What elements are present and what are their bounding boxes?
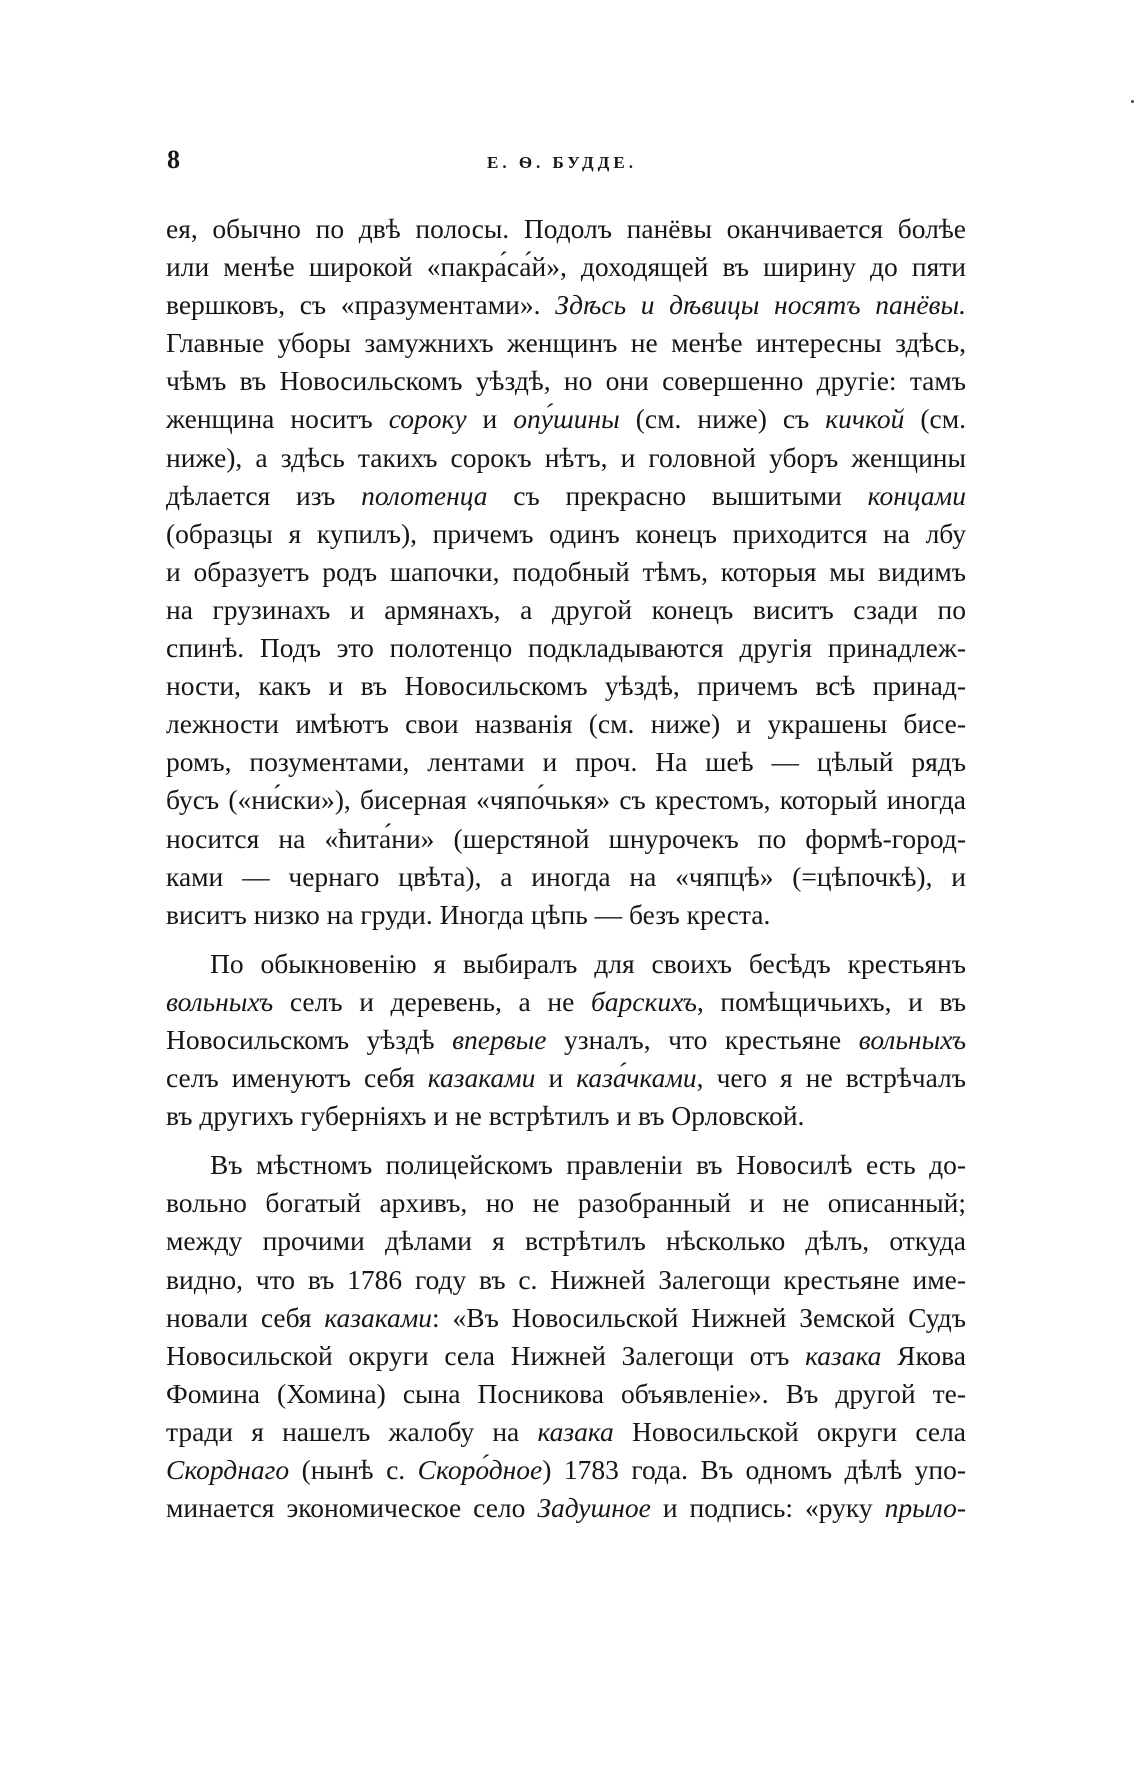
text-line: ности, какъ и въ Новосильскомъ уѣздѣ, причемъ всѣ принад-	[166, 670, 966, 702]
text-line: чѣмъ въ Новосильскомъ уѣздѣ, но они совершенно другіе: тамъ	[166, 365, 966, 397]
text-line: лежности имѣютъ свои названія (см. ниже) и украшены бисе-	[166, 708, 966, 740]
paragraph-gap	[166, 934, 966, 945]
text-line: По обыкновенію я выбиралъ для своихъ бесѣдъ крестьянъ	[210, 947, 966, 979]
scan-speck	[1131, 100, 1134, 103]
text-line: ромъ, позументами, лентами и проч. На шеѣ — цѣлый рядъ	[166, 746, 966, 778]
text-line: въ другихъ губерніяхъ и не встрѣтилъ и въ Орловской.	[166, 1100, 805, 1132]
text-line: (образцы я купилъ), причемъ одинъ конецъ приходится на лбу	[166, 517, 966, 549]
text-line: Новосильской округи села Нижней Залегощи отъ казака Якова	[166, 1339, 966, 1371]
text-line: селъ именуютъ себя казаками и каза́чками, чего я не встрѣчалъ	[166, 1062, 966, 1094]
paragraph-gap	[166, 1135, 966, 1146]
text-line: Въ мѣстномъ полицейскомъ правленіи въ Новосилѣ есть до-	[210, 1149, 966, 1181]
text-line: дѣлается изъ полотенца съ прекрасно вышитыми концами	[166, 479, 966, 511]
text-line: вершковъ, съ «празументами». Здѣсь и дѣвицы носятъ панёвы.	[166, 289, 966, 321]
paragraph	[166, 210, 966, 934]
text-line: спинѣ. Подъ это полотенцо подкладываются другія принадлеж-	[166, 632, 966, 664]
paragraph	[166, 945, 966, 1135]
text-line: женщина носитъ сороку и опу́шины (см. ниже) съ кичкой (см.	[166, 403, 966, 435]
text-line: видно, что въ 1786 году въ с. Нижней Залегощи крестьяне име-	[166, 1263, 966, 1295]
text-line: или менѣе широкой «пакра́са́й», доходящей въ ширину до пяти	[166, 251, 966, 283]
text-line: и образуетъ родъ шапочки, подобный тѣмъ, которыя мы видимъ	[166, 555, 966, 587]
text-line: Скорднаго (нынѣ с. Скоро́дное) 1783 года. Въ одномъ дѣлѣ упо-	[166, 1454, 966, 1485]
text-line: между прочими дѣлами я встрѣтилъ нѣсколько дѣлъ, откуда	[166, 1225, 966, 1257]
running-head: Е. Ѳ. БУДДЕ.	[487, 153, 637, 172]
text-line: минается экономическое село Задушное и подпись: «руку прыло-	[166, 1492, 966, 1524]
text-line: Главные уборы замужнихъ женщинъ не менѣе интересны здѣсь,	[166, 327, 966, 359]
text-line: носится на «ћита́ни» (шерстяной шнурочекъ по формѣ-город-	[166, 822, 966, 854]
page-number: 8	[167, 145, 180, 174]
text-line: вольно богатый архивъ, но не разобранный и не описанный;	[166, 1187, 966, 1219]
text-line: Новосильскомъ уѣздѣ впервые узналъ, что крестьяне вольныхъ	[166, 1023, 966, 1055]
text-line: бусъ («ни́ски»), бисерная «чяпо́чькя» съ крестомъ, который иногда	[166, 784, 966, 816]
body-text	[166, 210, 966, 1527]
text-line: вольныхъ селъ и деревень, а не барскихъ, помѣщичьихъ, и въ	[166, 985, 966, 1017]
text-line: ниже), а здѣсь такихъ сорокъ нѣтъ, и головной уборъ женщины	[166, 441, 966, 473]
text-line: ками — чернаго цвѣта), а иногда на «чяпцѣ» (=цѣпочкѣ), и	[166, 860, 966, 892]
text-line: новали себя казаками: «Въ Новосильской Нижней Земской Судъ	[166, 1301, 966, 1333]
paragraph	[166, 1146, 966, 1527]
text-line: Фомина (Хомина) сына Посникова объявленіе». Въ другой те-	[166, 1377, 966, 1409]
text-line: на грузинахъ и армянахъ, а другой конецъ виситъ сзади по	[166, 593, 966, 625]
page-header	[167, 145, 967, 185]
text-line: тради я нашелъ жалобу на казака Новосильской округи села	[166, 1415, 967, 1447]
text-line: виситъ низко на груди. Иногда цѣпь — безъ креста.	[166, 898, 771, 930]
text-line: ея, обычно по двѣ полосы. Подолъ панёвы оканчивается болѣе	[166, 213, 966, 244]
